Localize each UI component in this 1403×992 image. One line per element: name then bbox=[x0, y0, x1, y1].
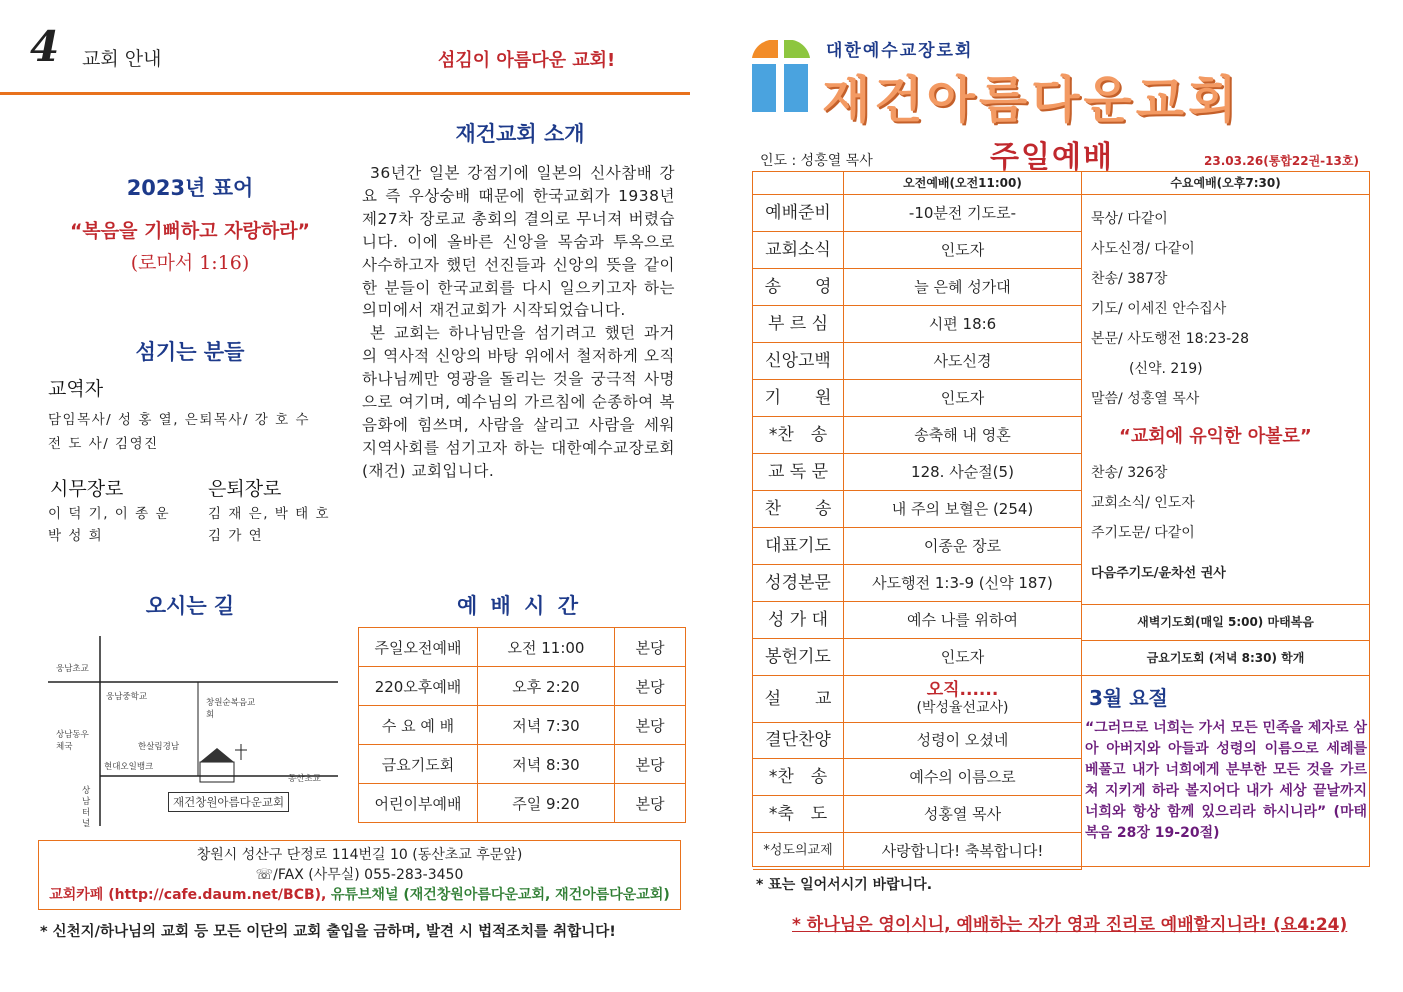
wed-item: 묵상/ 다같이 bbox=[1091, 211, 1168, 227]
order-row bbox=[753, 343, 1082, 380]
time-place: 본당 bbox=[615, 784, 686, 823]
elders-label: 시무장로 bbox=[50, 478, 124, 500]
order-row bbox=[753, 796, 1082, 833]
order-row bbox=[753, 722, 1082, 759]
ministers-line2: 전 도 사/ 김영진 bbox=[48, 436, 159, 452]
order-row bbox=[753, 528, 1082, 565]
sermon-title: 오직...... bbox=[926, 680, 999, 700]
order-item-name: *찬 송 bbox=[753, 759, 844, 795]
wed-next-prayer: 다음주기도/윤차선 권사 bbox=[1091, 566, 1226, 581]
time-value: 주일 9:20 bbox=[478, 784, 615, 823]
service-times-table bbox=[358, 627, 686, 823]
map-church-label: 재건창원아름다운교회 bbox=[168, 792, 289, 812]
order-item-value: 시편 18:6 bbox=[844, 306, 1082, 342]
intro-text bbox=[362, 162, 675, 483]
map-label-5: 한살림경남 bbox=[138, 742, 180, 752]
map-label-4: 상남동우체국 bbox=[56, 730, 89, 752]
time-name: 어린이부예배 bbox=[359, 784, 478, 823]
order-row bbox=[753, 759, 1082, 796]
friday-prayer: 금요기도회 (저녁 8:30) 학개 bbox=[1082, 640, 1369, 676]
service-title: 주일예배 bbox=[990, 140, 1114, 175]
order-item-value: 성령이 오셨네 bbox=[844, 722, 1082, 758]
retired-line2: 김 가 연 bbox=[208, 528, 264, 544]
order-item-name: 성 가 대 bbox=[753, 602, 844, 638]
youtube-channel[interactable]: 유튜브채널 (재건창원아름다운교회, 재건아름다운교회) bbox=[330, 887, 670, 903]
wed-item: 찬송/ 326장 bbox=[1091, 465, 1168, 481]
order-item-name: 결단찬양 bbox=[753, 722, 844, 758]
retired-line1: 김 재 은, 박 태 호 bbox=[208, 506, 330, 522]
order-item-name: 송 영 bbox=[753, 269, 844, 305]
order-item-value: 이종운 장로 bbox=[844, 528, 1082, 564]
time-place: 본당 bbox=[615, 745, 686, 784]
order-item-value: 늘 은혜 성가대 bbox=[844, 269, 1082, 305]
order-row bbox=[753, 195, 1082, 232]
worship-order-grid bbox=[752, 171, 1370, 867]
order-row bbox=[753, 380, 1082, 417]
retired-elders-label: 은퇴장로 bbox=[208, 478, 282, 500]
wed-item: 주기도문/ 다같이 bbox=[1091, 525, 1195, 541]
order-item-name: 봉헌기도 bbox=[753, 639, 844, 675]
dawn-prayer: 새벽기도회(매일 5:00) 마태복음 bbox=[1082, 604, 1369, 639]
order-item-name: 대표기도 bbox=[753, 528, 844, 564]
order-row bbox=[753, 565, 1082, 602]
map-label-2: 웅남중학교 bbox=[106, 692, 148, 702]
order-item-name: *축 도 bbox=[753, 796, 844, 832]
motto: 섬김이 아름다운 교회! bbox=[438, 50, 616, 71]
intro-title: 재건교회 소개 bbox=[455, 122, 585, 146]
order-item-value: 인도자 bbox=[844, 639, 1082, 675]
header-wednesday: 수요예배(오후7:30) bbox=[1082, 172, 1369, 195]
wed-item: 말씀/ 성홍열 목사 bbox=[1091, 391, 1200, 407]
order-item-name: 찬 송 bbox=[753, 491, 844, 527]
time-value: 오후 2:20 bbox=[478, 667, 615, 706]
order-item-value: 사도행전 1:3-9 (신약 187) bbox=[844, 565, 1082, 601]
map-label-1: 웅남초교 bbox=[56, 664, 89, 674]
table-row bbox=[359, 784, 686, 823]
order-item-name: 기 원 bbox=[753, 380, 844, 416]
church-name: 재건아름다운교회 bbox=[822, 71, 1241, 129]
table-row bbox=[359, 628, 686, 667]
order-item-value: 내 주의 보혈은 (254) bbox=[844, 491, 1082, 527]
order-item-name: *찬 송 bbox=[753, 417, 844, 453]
order-item-name: 신앙고백 bbox=[753, 343, 844, 379]
intro-paragraph-2: 본 교회는 하나님만을 섬기려고 했던 과거의 역사적 신앙의 바탕 위에서 철저하게 오직 하나님께만 영광을 돌리는 것을 궁극적 사명으로 여기며, 예수님의 가르침에 순종하여 복음화에 힘쓰며, 사람을 살리고 사람을 세워 지역사회를 섬기고자 하는 대한예수교장로회(재건) 교회입니다. bbox=[362, 324, 675, 480]
leader: 인도 : 성홍열 목사 bbox=[760, 153, 873, 169]
wed-item: 기도/ 이세진 안수집사 bbox=[1091, 301, 1227, 317]
wed-item: 본문/ 사도행전 18:23-28 bbox=[1091, 331, 1249, 347]
wed-item: 사도신경/ 다같이 bbox=[1091, 241, 1195, 257]
wed-item: 교회소식/ 인도자 bbox=[1091, 495, 1195, 511]
cafe-link[interactable]: 교회카페 (http://cafe.daum.net/BCB), bbox=[49, 887, 327, 903]
order-item-value: 인도자 bbox=[844, 380, 1082, 416]
ministers-label: 교역자 bbox=[48, 378, 104, 400]
location-map bbox=[48, 636, 338, 829]
table-row bbox=[359, 745, 686, 784]
order-item-name: 예배준비 bbox=[753, 195, 844, 231]
time-value: 오전 11:00 bbox=[478, 628, 615, 667]
order-row bbox=[753, 232, 1082, 269]
denomination: 대한예수교장로회 bbox=[826, 41, 974, 61]
order-row bbox=[753, 602, 1082, 639]
time-value: 저녁 8:30 bbox=[478, 745, 615, 784]
map-label-8: 상남터널 bbox=[82, 786, 91, 829]
map-label-6: 현대오일뱅크 bbox=[104, 762, 154, 772]
elders-line2: 박 성 희 bbox=[48, 528, 104, 544]
stand-notice: * 표는 일어서시기 바랍니다. bbox=[756, 877, 933, 893]
heresy-notice: * 신천지/하나님의 교회 등 모든 이단의 교회 출입을 금하며, 발견 시 법적조치를 취합니다! bbox=[40, 924, 616, 940]
order-item-value: 사도신경 bbox=[844, 343, 1082, 379]
year-motto-verse: “복음을 기뻐하고 자랑하라” bbox=[69, 220, 311, 242]
map-label-7: 동산초교 bbox=[288, 774, 321, 784]
order-row bbox=[753, 454, 1082, 491]
time-place: 본당 bbox=[615, 628, 686, 667]
order-row bbox=[753, 676, 1082, 723]
order-item-name: 설 교 bbox=[753, 676, 844, 722]
order-item-value: 송축해 내 영혼 bbox=[844, 417, 1082, 453]
header-blank bbox=[753, 172, 844, 195]
monthly-verse-title: 3월 요절 bbox=[1089, 686, 1168, 710]
phone-line: ☏/FAX (사무실) 055-283-3450 bbox=[255, 867, 464, 883]
issue-date: 23.03.26(통합22권-13호) bbox=[1204, 154, 1359, 168]
staff-title: 섬기는 분들 bbox=[135, 340, 245, 364]
elders-line1: 이 덕 기, 이 종 운 bbox=[48, 506, 170, 522]
ministers-line1: 담임목사/ 성 홍 열, 은퇴목사/ 강 호 수 bbox=[48, 412, 311, 428]
church-logo bbox=[752, 40, 812, 114]
order-item-name: *성도의교제 bbox=[753, 833, 844, 869]
bottom-verse: * 하나님은 영이시니, 예배하는 자가 영과 진리로 예배할지니라! (요4:24) bbox=[792, 915, 1348, 935]
order-item-name: 교회소식 bbox=[753, 232, 844, 268]
order-item-value: 예수 나를 위하여 bbox=[844, 602, 1082, 638]
order-item-value: 128. 사순절(5) bbox=[844, 454, 1082, 490]
table-row bbox=[359, 706, 686, 745]
intro-paragraph-1: 36년간 일본 강점기에 일본의 신사참배 강요 즉 우상숭배 때문에 한국교회가 1938년 제27차 장로교 총회의 결의로 무너져 버렸습니다. 이에 올바른 신앙을 목숨과 투옥으로 사수하고자 했던 선진들과 신앙의 뜻을 같이한 분들이 한국교회를 다시 일으키고자 하는 의미에서 재건교회가 시작되었습니다. bbox=[362, 164, 675, 320]
directions-title: 오시는 길 bbox=[145, 594, 235, 618]
order-item-name: 부 르 심 bbox=[753, 306, 844, 342]
wed-item: (신약. 219) bbox=[1129, 361, 1203, 377]
order-item-value: 예수의 이름으로 bbox=[844, 759, 1082, 795]
time-place: 본당 bbox=[615, 667, 686, 706]
address-box bbox=[38, 840, 681, 910]
order-item-value: 사랑합니다! 축복합니다! bbox=[844, 833, 1082, 869]
order-item-name: 성경본문 bbox=[753, 565, 844, 601]
order-row bbox=[753, 639, 1082, 676]
year-motto-title: 2023년 표어 bbox=[126, 176, 254, 200]
map-label-3: 창원순복음교회 bbox=[206, 698, 256, 720]
time-value: 저녁 7:30 bbox=[478, 706, 615, 745]
order-row bbox=[753, 269, 1082, 306]
time-name: 주일오전예배 bbox=[359, 628, 478, 667]
time-place: 본당 bbox=[615, 706, 686, 745]
order-item-value bbox=[844, 676, 1082, 722]
table-row bbox=[359, 667, 686, 706]
time-name: 금요기도회 bbox=[359, 745, 478, 784]
wed-item: 찬송/ 387장 bbox=[1091, 271, 1168, 287]
monthly-verse-text: “그러므로 너희는 가서 모든 민족을 제자로 삼아 아버지와 아들과 성령의 이름으로 세례를 베풀고 내가 너희에게 분부한 모든 것을 가르쳐 지키게 하라 볼지어다 내가 세상 끝날까지 너희와 항상 함께 있으리라 하시니라” (마태복음 28장 19-20절) bbox=[1085, 720, 1367, 841]
order-item-value: -10분전 기도로- bbox=[844, 195, 1082, 231]
time-name: 수 요 예 배 bbox=[359, 706, 478, 745]
order-row bbox=[753, 417, 1082, 454]
wed-sermon-title: “교회에 유익한 아볼로” bbox=[1119, 426, 1312, 447]
order-item-value: 인도자 bbox=[844, 232, 1082, 268]
section-label: 교회 안내 bbox=[82, 48, 162, 70]
order-row bbox=[753, 833, 1082, 870]
order-row bbox=[753, 306, 1082, 343]
order-item-value: 성홍열 목사 bbox=[844, 796, 1082, 832]
order-row bbox=[753, 491, 1082, 528]
header-morning: 오전예배(오전11:00) bbox=[844, 172, 1082, 195]
time-name: 220오후예배 bbox=[359, 667, 478, 706]
year-motto-ref: (로마서 1:16) bbox=[130, 252, 250, 274]
page-number: 4 bbox=[30, 22, 60, 71]
address-line: 창원시 성산구 단정로 114번길 10 (동산초교 후문앞) bbox=[196, 847, 523, 863]
times-title: 예 배 시 간 bbox=[456, 594, 582, 618]
sermon-preacher: (박성율선교사) bbox=[916, 700, 1009, 716]
order-item-name: 교 독 문 bbox=[753, 454, 844, 490]
divider bbox=[0, 92, 690, 95]
